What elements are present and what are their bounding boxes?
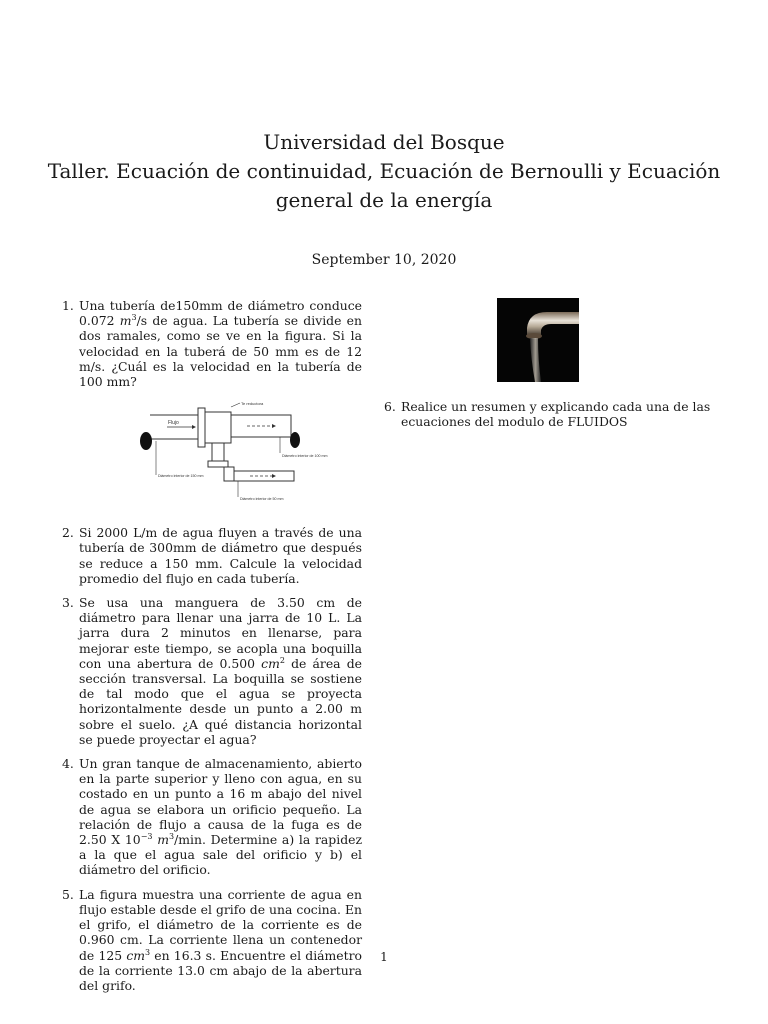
- label-diameter-50: Diámetro interior de 50 mm: [240, 497, 284, 502]
- document-title-block: [0, 128, 768, 215]
- label-flow: Flujo: [168, 420, 179, 427]
- problem-number: 1.: [62, 298, 74, 313]
- problem-3: 3. Se usa una manguera de 3.50 cm de diámetro para llenar una jarra de 10 L. La jarra dura 2 minutos en llenarse, para mejorar este tiempo, se acopla una boquilla con una abertura de 0.500 $cm^2$ de área de sección transversal. La boquilla se sostiene de tal modo que el agua se proyecta horizontalmente desde un punto a 2.00 m sobre el suelo. ¿A qué distancia horizontal se puede proyectar el agua?: [62, 595, 362, 747]
- problem-5: 5. La figura muestra una corriente de agua en flujo estable desde el grifo de una cocina. En el grifo, el diámetro de la corriente es de 0.960 cm. La corriente llena un contenedor de 125 $cm^3$ en 16.3 s. Encuentre el diámetro de la corriente 13.0 cm abajo de la abertura del grifo.: [62, 886, 362, 993]
- pipe-branch-figure: [132, 401, 328, 511]
- label-diameter-100: Diámetro interior de 100 mm: [282, 454, 328, 459]
- label-reducer: Te reductora: [241, 401, 264, 407]
- document-title-line2: general de la energía: [275, 188, 493, 212]
- problem-1: 1. Una tubería de150mm de diámetro conduce 0.072 $m^3/s$ de agua. La tubería se divide en dos ramales, como se ve en la figura. Si la velocidad en la tuberá de 50 mm es de 12 m/s. ¿Cuál es la velocidad en la tubería de 100 mm?: [62, 298, 362, 390]
- problem-number: 6.: [384, 399, 396, 414]
- document-date: September 10, 2020: [311, 252, 457, 268]
- problem-number: 5.: [62, 886, 74, 902]
- problem-number: 4.: [62, 756, 74, 772]
- problem-2: 2. Si 2000 L/m de agua fluyen a través de una tubería de 300mm de diámetro que después se reduce a 150 mm. Calcule la velocidad promedio del flujo en cada tubería.: [62, 525, 362, 586]
- problem-number: 2.: [62, 525, 74, 541]
- document-title-line1: Taller. Ecuación de continuidad, Ecuación de Bernoulli y Ecuación: [47, 159, 721, 183]
- label-diameter-150: Diámetro interior de 150 mm: [158, 474, 204, 479]
- faucet-photo: [497, 298, 579, 382]
- problem-6: 6. Realice un resumen y explicando cada una de las ecuaciones del modulo de FLUIDOS: [384, 399, 711, 430]
- problem-list-left: [62, 298, 362, 993]
- institution-name: Universidad del Bosque: [263, 130, 505, 154]
- problem-4: 4. Un gran tanque de almacenamiento, abierto en la parte superior y lleno con agua, en su costado en un punto a 16 m abajo del nivel de agua se elabora un orificio pequeño. La relación de flujo a causa de la fuga es de 2.50 X $10^{-3}$ $m^3/\min$. Determine a) la rapidez a la que el agua sale del orificio y b) el diámetro del orificio.: [62, 756, 362, 878]
- problem-number: 3.: [62, 595, 74, 611]
- page-number: 1: [380, 950, 388, 964]
